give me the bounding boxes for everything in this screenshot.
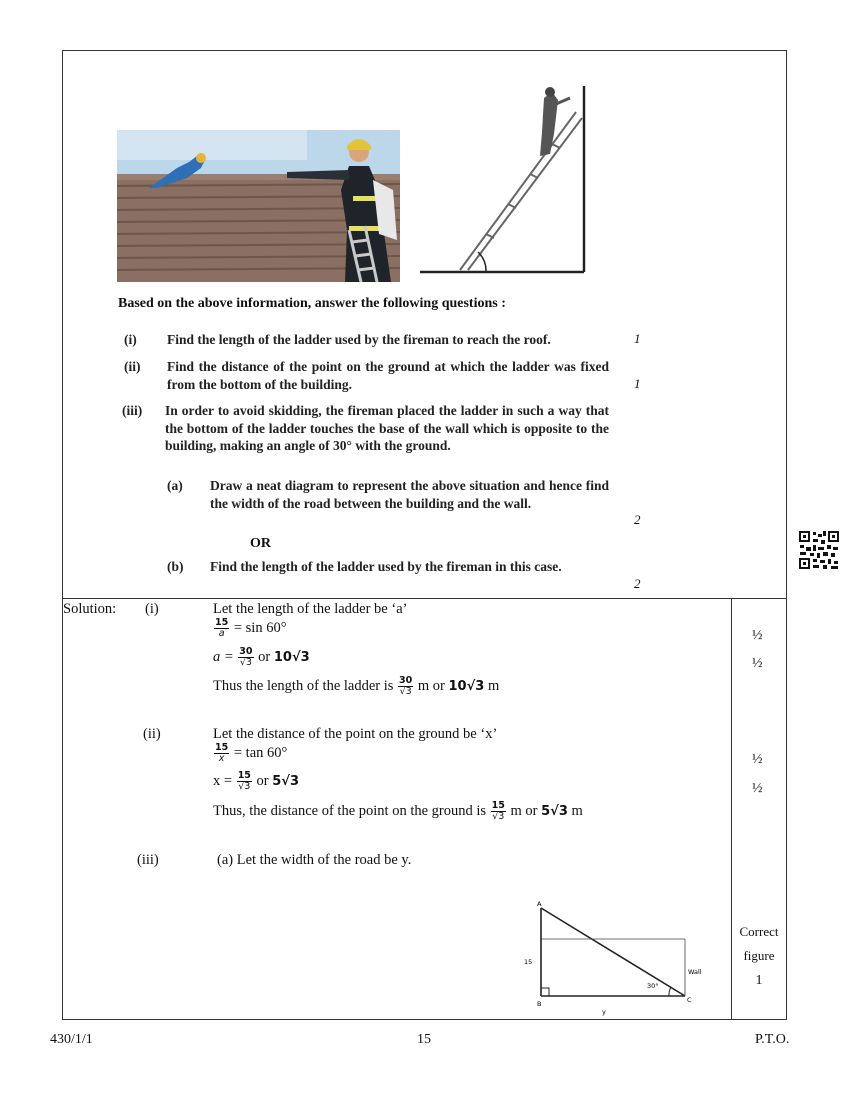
solution-conclusion: Thus, the distance of the point on the ground is $\frac{15}{√3}$ m or 5√3 m [213, 800, 583, 822]
marks-note-line2: figure [743, 948, 775, 963]
pto-label: P.T.O. [755, 1032, 790, 1047]
question-marks: 1 [634, 331, 641, 346]
half-mark: ½ [752, 752, 763, 767]
question-marks: 2 [634, 576, 641, 591]
divider-horizontal [62, 598, 787, 599]
vertex-b-label: B [537, 1000, 542, 1008]
question-marks: 2 [634, 512, 641, 527]
question-part-label: (a) [167, 478, 183, 493]
question-text: Find the distance of the point on the ground at which the ladder was fixed from the bottom of the building. [167, 359, 609, 392]
vertex-a-label: A [537, 900, 542, 908]
marks-note-line3: 1 [755, 973, 763, 988]
paper-code: 430/1/1 [50, 1032, 93, 1047]
solution-equation: $\frac{15}{x}$ = tan 60° [215, 742, 288, 764]
solution-equation: a = $\frac{30}{√3}$ or 10√3 [213, 646, 310, 668]
question-part-text: Find the length of the ladder used by the fireman in this case. [210, 559, 562, 574]
question-part-label: (b) [167, 559, 184, 574]
question-marks: 1 [634, 376, 641, 391]
wall-label: Wall [688, 968, 702, 976]
solution-part-num: (ii) [143, 726, 161, 742]
ladder-sketch [416, 82, 591, 280]
solution-line: Let the distance of the point on the ground be ‘x’ [213, 726, 498, 742]
fireman-photo [117, 130, 400, 282]
half-mark: ½ [752, 781, 763, 796]
page-number: 15 [417, 1032, 431, 1047]
qr-code [798, 530, 840, 570]
half-mark: ½ [752, 656, 763, 671]
angle-label: 30° [647, 982, 659, 990]
vertex-c-label: C [687, 996, 692, 1004]
or-label: OR [250, 536, 271, 551]
solution-equation: $\frac{15}{a}$ = sin 60° [215, 617, 287, 639]
solution-equation: x = $\frac{15}{√3}$ or 5√3 [213, 770, 300, 792]
question-intro: Based on the above information, answer the following questions : [118, 296, 506, 311]
half-mark: ½ [752, 628, 763, 643]
marks-note-line1: Correct [739, 924, 779, 939]
question-num: (i) [124, 332, 137, 347]
question-text: In order to avoid skidding, the fireman placed the ladder in such a way that the bottom of the ladder touches the base of the wall which is opposite to the building, making an angle of 30° with the ground. [165, 403, 609, 453]
solution-conclusion: Thus the length of the ladder is $\frac{30}{√3}$ m or 10√3 m [213, 675, 500, 697]
divider-marks-column [731, 598, 732, 1020]
question-part-text: Draw a neat diagram to represent the above situation and hence find the width of the road between the building and the wall. [210, 478, 609, 511]
triangle-diagram [515, 896, 710, 1020]
solution-line: (a) Let the width of the road be y. [217, 852, 412, 868]
solution-line: Let the length of the ladder be ‘a’ [213, 601, 408, 617]
question-text: Find the length of the ladder used by the fireman to reach the roof. [167, 332, 551, 347]
solution-label: Solution: [63, 601, 117, 617]
solution-part-num: (i) [145, 601, 159, 617]
question-num: (iii) [122, 403, 143, 418]
solution-part-num: (iii) [137, 852, 159, 868]
base-label: y [602, 1008, 606, 1016]
question-num: (ii) [124, 359, 141, 374]
height-label: 15 [524, 958, 533, 966]
